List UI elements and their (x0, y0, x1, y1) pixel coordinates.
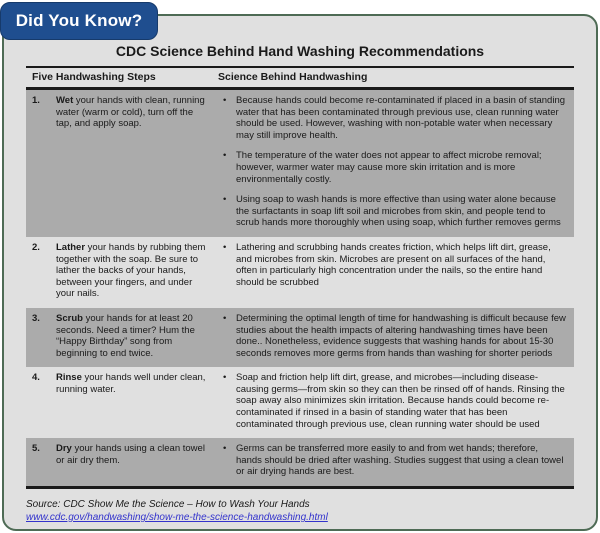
step-cell (26, 367, 216, 438)
source-note (26, 498, 378, 524)
step-keyword: Lather (56, 241, 86, 253)
table-header-row (26, 68, 574, 87)
bullet-item: • Germs can be transferred more easily to and from wet hands; therefore, hands should be dried after washing. Studies suggest that using a clean towel or air drying hands are best. (220, 443, 566, 478)
table-row (26, 90, 574, 237)
bullet-item: • Soap and friction help lift dirt, grease, and microbes—including disease-causing germs—from skin so they can then be rinsed off of hands. Rinsing the soap away also minimizes skin irritation. Because hands could become re-contaminated if rinsed in a basin of standing water that has been contaminated through previous use, clean running water should be used (220, 372, 566, 430)
step-cell (26, 438, 216, 486)
step-cell (26, 90, 216, 237)
step-keyword: Dry (56, 443, 72, 455)
step-text (56, 242, 210, 300)
bullet-item: • The temperature of the water does not appear to affect microbe removal; however, warmer water may cause more skin irritation and is more environmentally costly. (220, 150, 566, 185)
column-header-steps: Five Handwashing Steps (32, 71, 156, 83)
source-text: Source: CDC Show Me the Science – How to Wash Your Hands (26, 499, 310, 511)
bullet-item: • Lathering and scrubbing hands creates friction, which helps lift dirt, grease, and microbes from skin. Microbes are present on all surfaces of the hand, often in particularly high concentration under the nails, so the entire hand should be scrubbed (220, 242, 566, 288)
step-cell (26, 237, 216, 308)
science-cell (216, 308, 574, 367)
bullet-item: • Using soap to wash hands is more effective than using water alone because the surfactants in soap lift soil and microbes from skin, and people tend to scrub hands more thoroughly when using soap, which further removes germs (220, 194, 566, 229)
science-cell (216, 237, 574, 308)
step-text (56, 443, 210, 466)
step-number: 5. (32, 443, 40, 455)
bullet-item: • Because hands could become re-contaminated if placed in a basin of standing water that has been contaminated through previous use, clean running water should be used. However, washing with non-potable water when necessary may still improve health. (220, 95, 566, 141)
step-keyword: Wet (56, 95, 74, 106)
bullet-item: • Determining the optimal length of time for handwashing is difficult because few studies about the health impacts of altering handwashing times have been done.. Nonetheless, evidence suggests that washing hands for about 15-30 seconds removes more germs from hands than washing for shorter periods (220, 313, 566, 359)
step-number: 3. (32, 312, 40, 324)
page-title: CDC Science Behind Hand Washing Recommendations (115, 43, 485, 59)
science-cell (216, 90, 574, 237)
step-number: 4. (32, 372, 40, 384)
step-description: your hands using a clean towel or air dry them. (56, 443, 205, 466)
step-text (56, 372, 210, 395)
step-description: your hands well under clean, running water. (56, 372, 206, 395)
step-keyword: Rinse (56, 372, 82, 384)
did-you-know-badge (0, 2, 158, 40)
table-row (26, 308, 574, 367)
step-text (56, 95, 210, 130)
science-cell (216, 367, 574, 438)
column-header-science: Science Behind Handwashing (218, 71, 368, 83)
table-row (26, 438, 574, 486)
card (2, 14, 598, 531)
step-description: your hands by rubbing them together with the soap. Be sure to lather the backs of your hands, between your fingers, and under your nails. (56, 241, 206, 300)
science-cell (216, 438, 574, 486)
table (26, 90, 574, 486)
step-number: 2. (32, 241, 40, 253)
table-row (26, 237, 574, 308)
step-description: your hands for at least 20 seconds. Need a timer? Hum the “Happy Birthday” song from beginning to end twice. (56, 312, 195, 359)
table-row (26, 367, 574, 438)
step-text (56, 313, 210, 359)
badge-label: Did You Know? (15, 11, 143, 30)
step-number: 1. (32, 95, 40, 106)
step-cell (26, 308, 216, 367)
source-link[interactable]: www.cdc.gov/handwashing/show-me-the-science-handwashing.html (26, 512, 328, 524)
step-description: your hands with clean, running water (warm or cold), turn off the tap, and apply soap. (56, 95, 205, 130)
step-keyword: Scrub (56, 312, 83, 324)
divider-bottom (26, 486, 574, 489)
